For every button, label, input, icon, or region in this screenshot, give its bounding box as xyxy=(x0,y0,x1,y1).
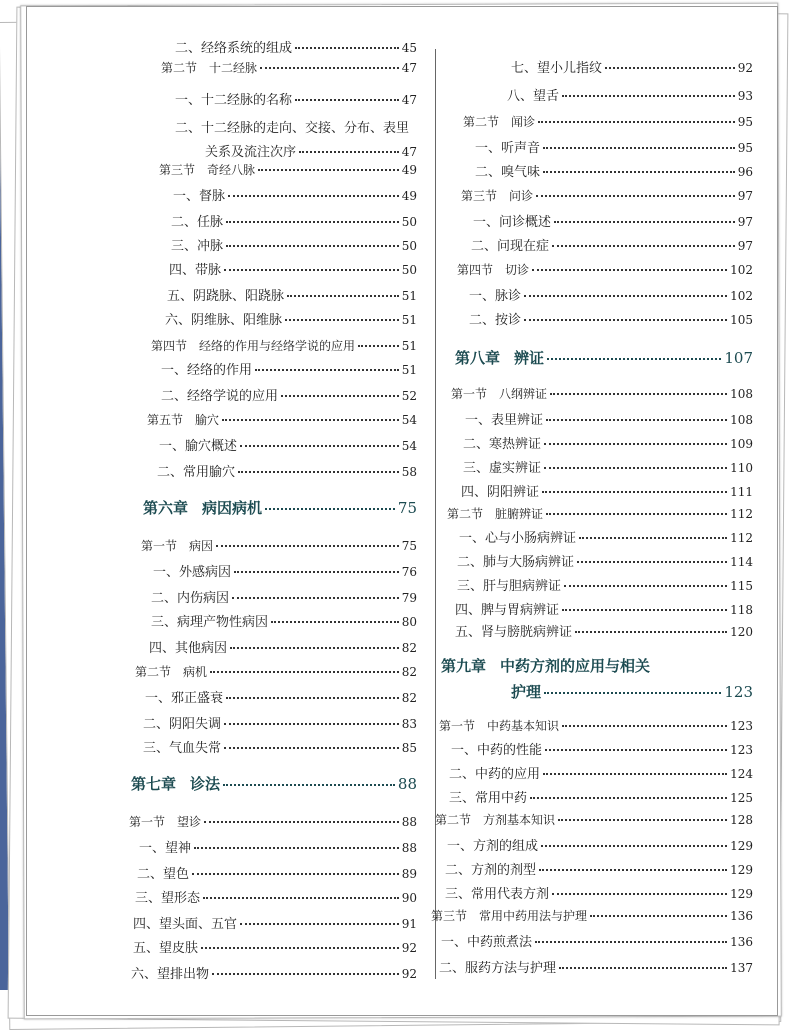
toc-entry[interactable]: 一、经络的作用 51 xyxy=(161,359,417,378)
toc-section[interactable]: 第二节 方剂基本知识 128 xyxy=(435,809,753,828)
toc-entry[interactable]: 一、中药煎煮法 136 xyxy=(441,931,753,950)
toc-entry[interactable]: 一、望神 88 xyxy=(139,837,417,856)
toc-entry[interactable]: 二、按诊 105 xyxy=(469,309,753,328)
toc-entry[interactable]: 四、脾与胃病辨证 118 xyxy=(455,599,753,618)
toc-section[interactable]: 第五节 腧穴 54 xyxy=(147,409,417,428)
toc-section[interactable]: 第四节 切诊 102 xyxy=(457,259,753,278)
column-divider xyxy=(435,49,436,979)
toc-entry[interactable]: 三、虚实辨证 110 xyxy=(463,457,753,476)
toc-entry[interactable]: 二、经络系统的组成 45 xyxy=(175,37,417,56)
toc-entry[interactable]: 七、望小儿指纹 92 xyxy=(511,57,753,76)
toc-entry[interactable]: 八、望舌 93 xyxy=(507,85,753,104)
toc-entry[interactable]: 五、阴跷脉、阳跷脉 51 xyxy=(167,285,417,304)
toc-entry[interactable]: 三、病理产物性病因 80 xyxy=(151,611,417,630)
toc-entry[interactable]: 关系及流注次序 47 xyxy=(205,141,417,160)
toc-entry[interactable]: 一、督脉 49 xyxy=(173,185,417,204)
toc-entry[interactable]: 三、肝与胆病辨证 115 xyxy=(457,575,753,594)
toc-entry[interactable]: 二、肺与大肠病辨证 114 xyxy=(457,551,753,570)
toc-entry[interactable]: 一、表里辨证 108 xyxy=(465,409,753,428)
toc-entry[interactable]: 二、内伤病因 79 xyxy=(151,587,417,606)
toc-chapter-8[interactable]: 第八章 辨证 107 xyxy=(455,347,753,368)
toc-entry[interactable]: 一、问诊概述 97 xyxy=(473,211,753,230)
toc-entry[interactable]: 二、问现在症 97 xyxy=(471,235,753,254)
toc-entry[interactable]: 四、带脉 50 xyxy=(169,259,417,278)
toc-chapter-9-title[interactable]: 第九章 中药方剂的应用与相关 xyxy=(441,657,651,675)
toc-entry[interactable]: 三、冲脉 50 xyxy=(171,235,417,254)
toc-section[interactable]: 第一节 病因 75 xyxy=(141,535,417,554)
toc-entry[interactable]: 四、其他病因 82 xyxy=(149,637,417,656)
toc-page xyxy=(26,6,778,1016)
toc-entry[interactable]: 一、心与小肠病辨证 112 xyxy=(459,527,753,546)
toc-entry[interactable]: 一、方剂的组成 129 xyxy=(447,835,753,854)
toc-section[interactable]: 第一节 中药基本知识 123 xyxy=(439,715,753,734)
toc-entry[interactable]: 二、经络学说的应用 52 xyxy=(161,385,417,404)
toc-entry[interactable]: 一、中药的性能 123 xyxy=(451,739,753,758)
toc-entry[interactable]: 二、方剂的剂型 129 xyxy=(445,859,753,878)
toc-section[interactable]: 第一节 八纲辨证 108 xyxy=(451,383,753,402)
toc-entry[interactable]: 二、服药方法与护理 137 xyxy=(439,957,753,976)
toc-section[interactable]: 第二节 病机 82 xyxy=(135,661,417,680)
toc-entry[interactable]: 一、十二经脉的名称 47 xyxy=(175,89,417,108)
toc-entry[interactable]: 三、常用代表方剂 129 xyxy=(445,883,753,902)
toc-section[interactable]: 第一节 望诊 88 xyxy=(129,811,417,830)
toc-entry[interactable]: 一、邪正盛衰 82 xyxy=(145,687,417,706)
toc-section[interactable]: 第三节 问诊 97 xyxy=(461,185,753,204)
toc-entry[interactable]: 六、望排出物 92 xyxy=(131,963,417,982)
toc-section[interactable]: 第四节 经络的作用与经络学说的应用 51 xyxy=(151,335,417,354)
toc-entry[interactable]: 二、任脉 50 xyxy=(171,211,417,230)
toc-entry[interactable]: 六、阴维脉、阳维脉 51 xyxy=(165,309,417,328)
toc-entry[interactable]: 二、中药的应用 124 xyxy=(449,763,753,782)
toc-entry[interactable]: 四、阴阳辨证 111 xyxy=(461,481,753,500)
toc-entry[interactable]: 一、外感病因 76 xyxy=(153,561,417,580)
toc-entry[interactable]: 二、嗅气味 96 xyxy=(475,161,753,180)
toc-entry[interactable]: 一、听声音 95 xyxy=(475,137,753,156)
toc-section[interactable]: 第三节 奇经八脉 49 xyxy=(159,159,417,178)
toc-chapter-9[interactable]: 护理 123 xyxy=(511,681,753,702)
toc-chapter-7[interactable]: 第七章 诊法 88 xyxy=(131,773,417,794)
toc-entry[interactable]: 三、常用中药 125 xyxy=(449,787,753,806)
toc-chapter-6[interactable]: 第六章 病因病机 75 xyxy=(143,497,417,518)
toc-entry[interactable]: 二、望色 89 xyxy=(137,863,417,882)
toc-entry-first-line: 二、十二经脉的走向、交接、分布、表里 xyxy=(175,121,410,136)
toc-entry[interactable]: 二、寒热辨证 109 xyxy=(463,433,753,452)
toc-entry[interactable]: 三、气血失常 85 xyxy=(143,737,417,756)
toc-section[interactable]: 第二节 十二经脉 47 xyxy=(161,57,417,76)
toc-entry[interactable]: 二、阴阳失调 83 xyxy=(143,713,417,732)
toc-entry[interactable]: 一、腧穴概述 54 xyxy=(159,435,417,454)
toc-entry[interactable]: 三、望形态 90 xyxy=(135,887,417,906)
toc-section[interactable]: 第二节 脏腑辨证 112 xyxy=(447,503,753,522)
toc-entry[interactable]: 五、望皮肤 92 xyxy=(133,937,417,956)
toc-entry[interactable]: 五、肾与膀胱病辨证 120 xyxy=(455,621,753,640)
toc-entry[interactable]: 四、望头面、五官 91 xyxy=(133,913,417,932)
toc-entry[interactable]: 一、脉诊 102 xyxy=(469,285,753,304)
toc-entry[interactable]: 二、常用腧穴 58 xyxy=(157,461,417,480)
toc-section[interactable]: 第二节 闻诊 95 xyxy=(463,111,753,130)
toc-section[interactable]: 第三节 常用中药用法与护理 136 xyxy=(431,905,753,924)
